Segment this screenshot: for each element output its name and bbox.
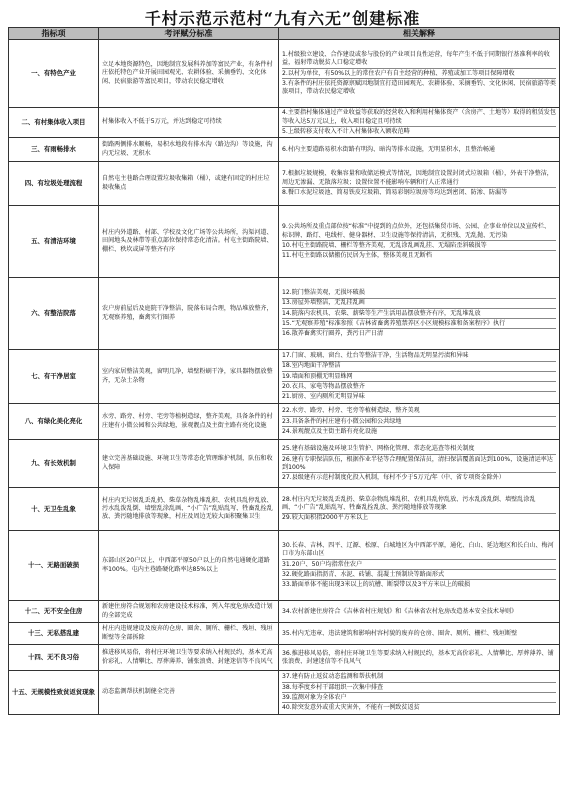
explanation-item: 18.室内地面干净整洁	[282, 362, 556, 372]
explanation-item: 4.主要指村集体通过产业收益等获取的经营收入和利用村集体资产（含房产、土地等）取得的租赁发包等收入达5万元以上，收入项目稳定且可持续	[282, 109, 556, 127]
explanation-cell	[279, 601, 560, 623]
indicator-cell: 十三、无私搭乱建	[9, 623, 99, 645]
explanation-item: 24.景观靓点及主街主路有亮化设施	[282, 427, 378, 435]
explanation-item: 33.路面单体不能出现3米以上的坑槽、断裂带以及3平方米以上的破损	[282, 580, 471, 588]
header-indicator: 指标项	[9, 28, 99, 40]
explanation-cell	[279, 138, 560, 162]
explanation-item: 36.推进移风易俗，将村庄环境卫生等要求纳入村规民约，基本无高价彩礼、人情攀比、厚葬薄养、铺张浪费、封建迷信等不良风气	[282, 649, 554, 665]
criteria-cell: 新建住房符合规划和农房建设技术标准，列入年度危房改造计划的全部完成	[99, 601, 279, 623]
explanation-item: 37.建有防止返贫动态监测和帮扶机制	[282, 673, 556, 683]
indicator-cell: 十、无卫生乱象	[9, 488, 99, 531]
explanation-item: 3.有条件的村庄依托资源禀赋因地制宜打造田园观光、农耕体验、采摘垂钓、文化休闲、民宿旅游等类旅项目，带动农民稳定增收	[282, 79, 556, 95]
criteria-cell: 村庄内无垃圾乱丢乱扔、柴草杂物乱堆乱积、农机具乱停乱放、污水乱泼乱倒、墙壁乱涂乱画、“小广告”乱贴乱写、牲畜乱拴乱放、粪污随地排放等现象，村庄及周边无较大面积聚集卫生	[99, 488, 279, 531]
explanation-item: 25.建有基础设施及环境卫生管护、网格化管理、常态化巡查等相关制度	[282, 445, 556, 455]
explanation-item: 14.院落内农机具、农柴、薪柴等生产生活用品摆放整齐有序，无乱堆乱放	[282, 309, 556, 319]
explanation-cell	[279, 162, 560, 206]
criteria-cell: 村庄内违规建设及废弃的仓房、圈舍、厕所、栅栏、残垣、残垣断壁等全部拆除	[99, 623, 279, 645]
explanation-item: 31.20户、50户均指常住农户	[282, 560, 556, 570]
explanation-item: 35.村内无违章、违法建筑和影响村容村貌的废弃的仓房、圈舍、厕所、栅栏、残垣断壁	[282, 629, 518, 637]
indicator-cell: 六、有整洁院落	[9, 278, 99, 350]
indicator-cell: 十二、无不安全住房	[9, 601, 99, 623]
explanation-cell	[279, 278, 560, 350]
criteria-cell: 农户房前屋后及庭院干净整洁，院落布局合理，物品堆放整齐，无观察养殖，畜禽实行圈养	[99, 278, 279, 350]
explanation-cell	[279, 531, 560, 601]
indicator-cell: 十五、无规模性致贫返贫现象	[9, 671, 99, 715]
indicator-cell: 八、有绿化美化亮化	[9, 404, 99, 440]
criteria-cell: 动态监测帮扶机制健全完善	[99, 671, 279, 715]
explanation-item: 9.公共场所及重点部位按“标准”中提到的点位外，还包括集贸市场、公园、企事业单位以及宣传栏、标识牌、路灯、电线杆、健身器材、卫生设施等保持清洁，无积残、无乱抛、无污染	[282, 223, 556, 241]
explanation-item: 27.县级建有示范村制度化投入机制，每村不少于5万元/年（中、省专项资金除外）	[282, 473, 505, 481]
explanation-item: 22.水旁、路旁、村旁、宅旁等植树造绿，整齐美观	[282, 407, 556, 417]
explanation-item: 30.长春、吉林、四平、辽源、松原、白城地区为中西部平原，通化、白山、延边地区和长白山、梅河口市为东部山区	[282, 542, 556, 560]
table-header-row	[9, 28, 560, 40]
indicator-cell: 七、有干净居室	[9, 350, 99, 404]
explanation-item: 32.硬化路面指沥青、水泥、砖铺、混凝土预制块等路面形式	[282, 570, 556, 580]
criteria-cell: 自然屯主巷路合理设置垃圾收集箱（桶），或建有固定的村庄垃圾收集点	[99, 162, 279, 206]
standards-table	[8, 27, 560, 715]
indicator-cell: 三、有雨畅排水	[9, 138, 99, 162]
criteria-cell: 室内家居整洁美观，窗明几净，墙壁粉刷干净，家具器物摆放整齐，无杂土杂物	[99, 350, 279, 404]
explanation-cell	[279, 206, 560, 278]
explanation-cell	[279, 671, 560, 715]
table-row	[9, 623, 560, 645]
explanation-item: 11.村屯主街路以储搬仿民居为主体，整体美观且无断档	[282, 251, 432, 259]
indicator-cell: 十一、无路面破损	[9, 531, 99, 601]
indicator-cell: 五、有清洁环境	[9, 206, 99, 278]
explanation-cell	[279, 40, 560, 108]
indicator-cell: 九、有长效机制	[9, 440, 99, 488]
explanation-item: 8.餐口水泥垃圾池、简易铁皮垃圾箱、简易彩钢垃圾房等均达到密闭、防渗、防漏等	[282, 188, 508, 196]
table-row	[9, 40, 560, 108]
table-row	[9, 162, 560, 206]
criteria-cell: 推进移风易俗，将村庄环境卫生等要求纳入村规民约，基本无高价彩礼、人情攀比、厚葬薄养、铺张浪费、封建迷信等不良风气	[99, 645, 279, 671]
table-row	[9, 671, 560, 715]
indicator-cell: 十四、无不良习俗	[9, 645, 99, 671]
explanation-item: 20.衣具、家电等物品摆放整齐	[282, 382, 556, 392]
criteria-cell: 街路两侧排水顺畅，易积水地段有排水沟（路边沟）等设施，沟内无垃圾、无积水	[99, 138, 279, 162]
explanation-item: 16.散养畜禽实行圈养，粪污日产日清	[282, 329, 384, 337]
explanation-item: 21.厨房、室内厕所无明显异味	[282, 392, 365, 400]
explanation-item: 26.建有专职保洁队伍，根据作业半径等合理配置保洁员，清扫保洁覆盖面达到100%，设施清运率达到100%	[282, 455, 556, 473]
explanation-item: 39.监测对象为全体农户	[282, 693, 556, 703]
criteria-cell: 水旁、路旁、村旁、宅旁等植树造绿，整齐美观，具备条件的村庄建有小微公园和公共绿地，景观靓点及主街主路有亮化设施	[99, 404, 279, 440]
explanation-item: 6.村内主要道路易积水街路有明沟、暗沟等排水设施，无明显积水，且整治畅通	[282, 145, 496, 153]
explanation-cell	[279, 488, 560, 531]
criteria-cell: 建立完善基础设施、环境卫生等常态化管理维护机制，队伍和收入保障	[99, 440, 279, 488]
explanation-item: 29.较大面积指2000平方米以上	[282, 514, 369, 522]
criteria-cell: 村庄内外道路、村部、学校及文化广场等公共场所，沟渠河道、田间地头及林带等重点部位保持常态化清洁。村屯主街路院墙、棚栏、秩坎或屏等整齐有序	[99, 206, 279, 278]
criteria-cell: 村集体收入不低于5万元，并达到稳定可持续	[99, 108, 279, 138]
table-row	[9, 278, 560, 350]
explanation-item: 19.墙面和顶棚无明显蛛网	[282, 372, 556, 382]
table-row	[9, 531, 560, 601]
header-criteria: 考评赋分标准	[99, 28, 279, 40]
table-row	[9, 350, 560, 404]
explanation-item: 10.村屯主街路院墙、栅栏等整齐美观，无乱涂乱画乱挂、无塌陷歪斜破损等	[282, 241, 556, 251]
table-row	[9, 601, 560, 623]
table-row	[9, 440, 560, 488]
header-explanation: 相关解释	[279, 28, 560, 40]
explanation-item: 28.村庄内无垃圾乱丢乱扔、柴草杂物乱堆乱积、农机具乱停乱放、污水乱泼乱倒、墙壁乱涂乱画、“小广告”乱贴乱写、牲畜乱拴乱放、粪污随地排放等现象	[282, 495, 556, 513]
explanation-cell	[279, 108, 560, 138]
explanation-cell	[279, 623, 560, 645]
explanation-item: 5.上级转移支付收入不计入村集体收入额收范畴	[282, 127, 410, 135]
table-row	[9, 108, 560, 138]
explanation-cell	[279, 645, 560, 671]
explanation-item: 23.具备条件的村庄建有小微公园和公共绿地	[282, 417, 556, 427]
explanation-item: 40.除突发意外或重大灾害外，不能有一例致贫返贫	[282, 703, 420, 711]
explanation-item: 13.房屋外墙整洁，无乱挂乱画	[282, 299, 556, 309]
explanation-item: 12.院门整洁美观，无损坏破损	[282, 289, 556, 299]
explanation-item: 34.农村新建住房符合《吉林省村庄规划》和《吉林省农村危房改造基本安全技术导则》	[282, 607, 518, 615]
explanation-item: 2.以村为单位，有50%以上的常住农户有自主经营的种植、养殖或加工等项目保障增收	[282, 69, 556, 79]
criteria-cell: 东部山区20户以上、中西部平原50户以上的自然屯通硬化道路率100%。屯内主巷路硬化路率达85%以上	[99, 531, 279, 601]
indicator-cell: 四、有垃圾处理流程	[9, 162, 99, 206]
explanation-item: 38.每季度乡村干部组织一次集中排查	[282, 683, 556, 693]
explanation-item: 1.村级独立建设、合作建设或参与股份的产业项目良性运营，每年产生不低于同期银行基准利率的收益，福射带动脱贫人口稳定增收	[282, 51, 556, 69]
table-row	[9, 138, 560, 162]
explanation-cell	[279, 350, 560, 404]
explanation-item: 7.根据垃圾规模、收集容量和收储运模式等情况，因地制宜设置封闭式垃圾箱（桶），外表干净整洁，周边无渗漏、无散落垃圾；设置位置不能影响车辆和行人正常通行	[282, 170, 556, 188]
indicator-cell: 一、有特色产业	[9, 40, 99, 108]
indicator-cell: 二、有村集体收入项目	[9, 108, 99, 138]
criteria-cell: 立足本地资源特色，因地制宜发展科养加等富民产业，有条件村庄依托特色产业开展田园观光、农耕体验、采摘垂钓、文化休闲、民宿旅游等富民项目，带动农民稳定增收	[99, 40, 279, 108]
table-row	[9, 206, 560, 278]
explanation-cell	[279, 404, 560, 440]
table-row	[9, 645, 560, 671]
page-title: 千村示范示范村“九有六无”创建标准	[144, 9, 421, 28]
table-row	[9, 404, 560, 440]
explanation-cell	[279, 440, 560, 488]
explanation-item: 15.“无观察养殖”标准参照《吉林省畜禽养殖禁养区小区规模标准和备案程序》执行	[282, 319, 556, 329]
table-row	[9, 488, 560, 531]
explanation-item: 17.门窗、玻璃、窗台、灶台等整洁干净，生活物品无明显污渍和异味	[282, 352, 556, 362]
